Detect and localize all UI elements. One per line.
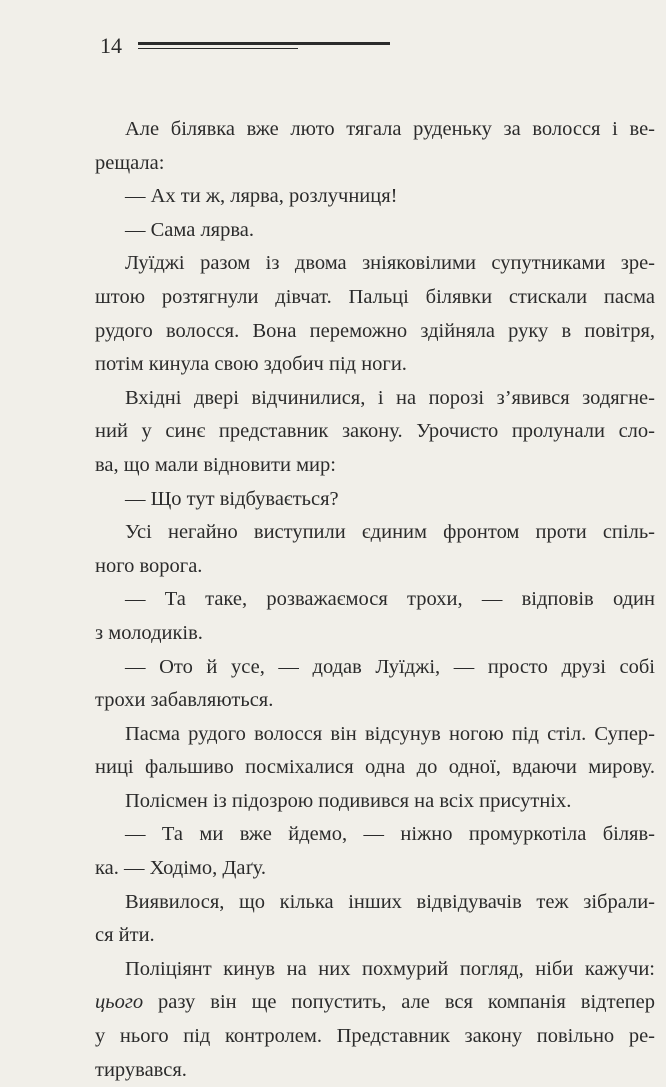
text-line <box>95 247 655 281</box>
line-text: ся йти. <box>95 924 155 947</box>
text-line <box>95 483 655 517</box>
line-text: Поліціянт кинув на них похмурий погляд, ніби кажучи: <box>125 957 655 980</box>
text-line <box>95 583 655 617</box>
header-rule-thin <box>138 48 298 49</box>
text-line <box>95 315 655 349</box>
text-line <box>95 919 655 953</box>
text-line <box>95 718 655 752</box>
line-text: — Та таке, розважаємося трохи, — відповів один <box>125 588 655 611</box>
text-line <box>95 449 655 483</box>
line-text: разу він ще попустить, але вся компанія відтепер <box>143 991 655 1014</box>
line-text: Але білявка вже люто тягала руденьку за волосся і ве- <box>125 118 655 140</box>
line-text: ниці фальшиво посміхалися одна до одної, вдаючи мирову. <box>95 756 655 779</box>
text-line <box>95 1020 655 1054</box>
text-line <box>95 986 655 1020</box>
page-number: 14 <box>100 33 122 58</box>
line-text: штою розтягнули дівчат. Пальці білявки стискали пасма <box>95 285 655 308</box>
text-line <box>95 886 655 920</box>
line-text: — Сама лярва. <box>125 218 254 241</box>
line-text: — Ото й усе, — додав Луїджі, — просто друзі собі <box>125 655 655 678</box>
line-text: ного ворога. <box>95 554 203 577</box>
text-line <box>95 684 655 718</box>
text-line <box>95 953 655 987</box>
line-text: Полісмен із підозрою подивився на всіх присутніх. <box>125 789 572 812</box>
body-text <box>95 113 655 1087</box>
text-line <box>95 180 655 214</box>
line-text: у нього під контролем. Представник закону повільно ре- <box>95 1025 655 1048</box>
line-text: Пасма рудого волосся він відсунув ногою під стіл. Супер- <box>125 722 655 745</box>
text-line <box>95 785 655 819</box>
line-text: з молодиків. <box>95 621 203 644</box>
text-line <box>95 348 655 382</box>
text-line <box>95 516 655 550</box>
running-header <box>100 30 400 70</box>
text-line <box>95 415 655 449</box>
line-text: Вхідні двері відчинилися, і на порозі з’явився зодягне- <box>125 386 655 409</box>
text-line <box>95 550 655 584</box>
text-line <box>95 617 655 651</box>
line-text: тирувався. <box>95 1058 187 1081</box>
text-line <box>95 852 655 886</box>
header-rule-thick <box>138 42 390 45</box>
text-line <box>95 651 655 685</box>
text-line <box>95 147 655 181</box>
line-text: ва, що мали відновити мир: <box>95 453 336 476</box>
text-line <box>95 281 655 315</box>
line-text: трохи забавляються. <box>95 689 274 712</box>
line-text: рудого волосся. Вона переможно здійняла руку в повітря, <box>95 319 655 342</box>
line-text: Виявилося, що кілька інших відвідувачів теж зібрали- <box>125 890 655 913</box>
line-text: рещала: <box>95 151 165 174</box>
text-line <box>95 818 655 852</box>
line-text: ка. — Ходімо, Даґу. <box>95 857 266 880</box>
text-line <box>95 214 655 248</box>
text-line <box>95 1054 655 1087</box>
line-text: ний у синє представник закону. Урочисто пролунали сло- <box>95 420 655 443</box>
line-text: Усі негайно виступили єдиним фронтом проти спіль- <box>125 521 655 544</box>
line-text: — Та ми вже йдемо, — ніжно промуркотіла біляв- <box>125 823 655 846</box>
text-line <box>95 382 655 416</box>
line-text: — Що тут відбувається? <box>125 487 339 510</box>
line-text: Луїджі разом із двома зніяковілими супутниками зре- <box>125 252 655 275</box>
line-text: потім кинула свою здобич під ноги. <box>95 353 407 376</box>
line-text: — Ах ти ж, лярва, розлучниця! <box>125 185 398 208</box>
emphasis: цього <box>95 991 144 1014</box>
text-line <box>95 113 655 147</box>
text-line <box>95 751 655 785</box>
